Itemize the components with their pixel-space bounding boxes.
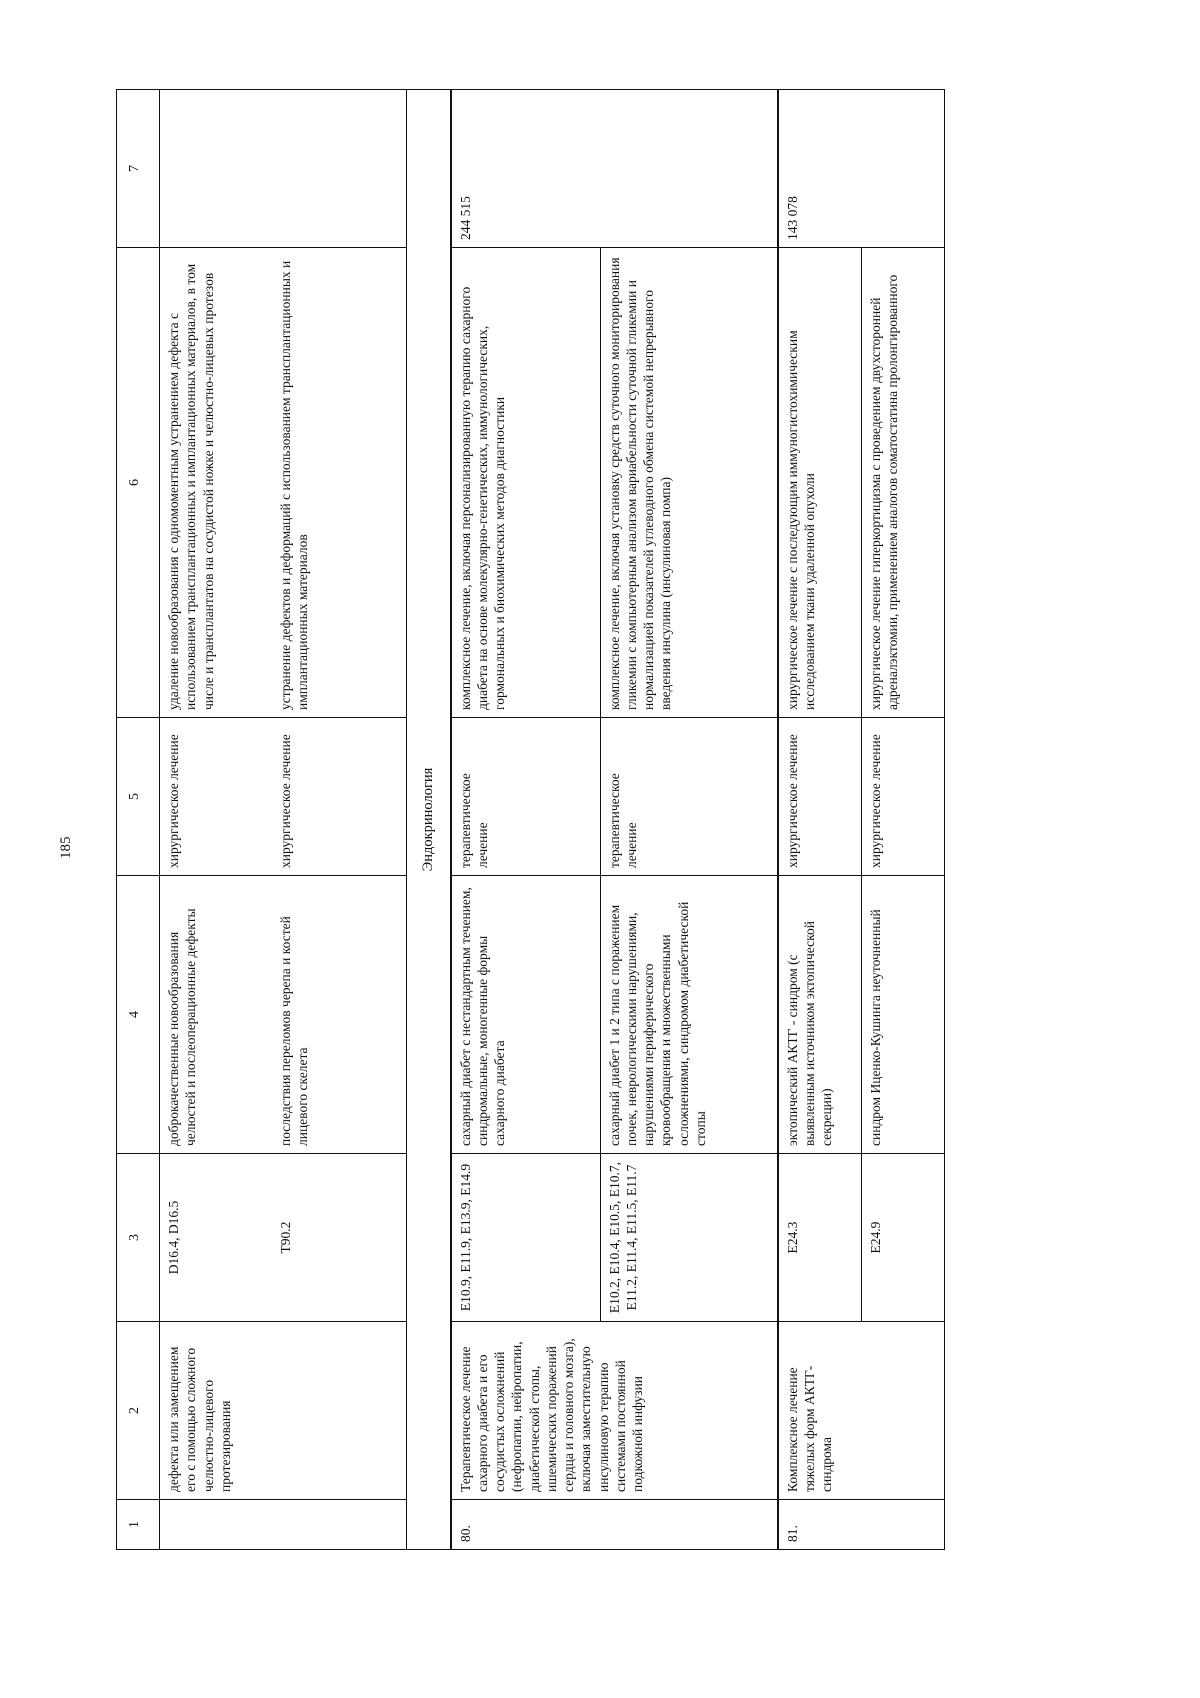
vmp-table-sheet xyxy=(116,90,1126,1550)
icd-codes-cell: D16.4, D16.5 xyxy=(160,1154,273,1322)
patient-model-cell: сахарный диабет 1 и 2 типа с поражением почек, неврологическими нарушениями, нарушениями периферического кровообращения и множественными осложнениями, синдромом диабетической стопы xyxy=(600,876,778,1154)
column-number: 7 xyxy=(117,90,160,248)
treatment-method-cell: удаление новообразования с одномоментным устранением дефекта с использованием трансплантационных и имплантационных материалов, в том числе и трансплантатов на сосудистой ножке и челюстно-лицевых протезов xyxy=(160,248,273,718)
column-number: 6 xyxy=(117,248,160,718)
column-number: 3 xyxy=(117,1154,160,1322)
patient-model-cell: синдром Иценко-Кушинга неуточненный xyxy=(861,876,944,1154)
icd-codes-cell: E24.3 xyxy=(778,1154,862,1322)
cost-cell xyxy=(160,90,407,248)
column-number: 5 xyxy=(117,718,160,876)
patient-model-cell: последствия переломов черепа и костей лицевого скелета xyxy=(272,876,407,1154)
column-number: 2 xyxy=(117,1322,160,1500)
treatment-type-cell: хирургическое лечение xyxy=(272,718,407,876)
treatment-type-cell: терапевтическое лечение xyxy=(600,718,778,876)
treatment-method-cell: комплексное лечение, включая установку средств суточного мониторирования гликемии с компьютерным анализом вариабельности суточной гликемии и нормализацией показателей углеводного обмена системой непрерывного введения инсулина (инсулиновая помпа) xyxy=(600,248,778,718)
row-number-cell: 80. xyxy=(451,1500,778,1550)
procedure-name-cell: дефекта или замещением его с помощью сложного челюстно-лицевого протезирования xyxy=(160,1322,407,1500)
column-number: 4 xyxy=(117,876,160,1154)
icd-codes-cell: T90.2 xyxy=(272,1154,407,1322)
section-title: Эндокринология xyxy=(407,90,451,1550)
treatment-type-cell: терапевтическое лечение xyxy=(451,718,601,876)
column-number-row xyxy=(117,90,160,1550)
cost-cell: 143 078 xyxy=(778,90,945,248)
row-number-cell xyxy=(160,1500,407,1550)
page-number: 185 xyxy=(58,836,74,859)
table-row xyxy=(160,90,273,1550)
section-row xyxy=(407,90,451,1550)
icd-codes-cell: E10.9, E11.9, E13.9, E14.9 xyxy=(451,1154,601,1322)
column-number: 1 xyxy=(117,1500,160,1550)
row-number-cell: 81. xyxy=(778,1500,945,1550)
table-row xyxy=(778,90,862,1550)
treatment-method-cell: хирургическое лечение с последующим иммуногистохимическим исследованием ткани удаленной опухоли xyxy=(778,248,862,718)
patient-model-cell: сахарный диабет с нестандартным течением, синдромальные, моногенные формы сахарного диабета xyxy=(451,876,601,1154)
cost-cell: 244 515 xyxy=(451,90,778,248)
icd-codes-cell: E10.2, E10.4, E10.5, E10.7, E11.2, E11.4, E11.5, E11.7 xyxy=(600,1154,778,1322)
procedure-name-cell: Терапевтическое лечение сахарного диабета и его сосудистых осложнений (нефропатии, нейропатии, диабетической стопы, ишемических поражений сердца и головного мозга), включая заместительную инсулиновую терапию системами постоянной подкожной инфузии xyxy=(451,1322,778,1500)
treatment-method-cell: комплексное лечение, включая персонализированную терапию сахарного диабета на основе молекулярно-генетических, иммунологических, гормональных и биохимических методов диагностики xyxy=(451,248,601,718)
table-row xyxy=(451,90,601,1550)
treatment-method-cell: устранение дефектов и деформаций с использованием трансплантационных и имплантационных материалов xyxy=(272,248,407,718)
patient-model-cell: эктопический АКТГ - синдром (с выявленным источником эктопической секреции) xyxy=(778,876,862,1154)
procedure-name-cell: Комплексное лечение тяжелых форм АКТГ-синдрома xyxy=(778,1322,945,1500)
vmp-table xyxy=(116,89,945,1550)
treatment-type-cell: хирургическое лечение xyxy=(861,718,944,876)
patient-model-cell: доброкачественные новообразования челюстей и послеоперационные дефекты xyxy=(160,876,273,1154)
treatment-type-cell: хирургическое лечение xyxy=(160,718,273,876)
treatment-method-cell: хирургическое лечение гиперкортицизма с проведением двухсторонней адреналэктомии, применением аналогов соматостатина пролонгированного xyxy=(861,248,944,718)
treatment-type-cell: хирургическое лечение xyxy=(778,718,862,876)
icd-codes-cell: E24.9 xyxy=(861,1154,944,1322)
